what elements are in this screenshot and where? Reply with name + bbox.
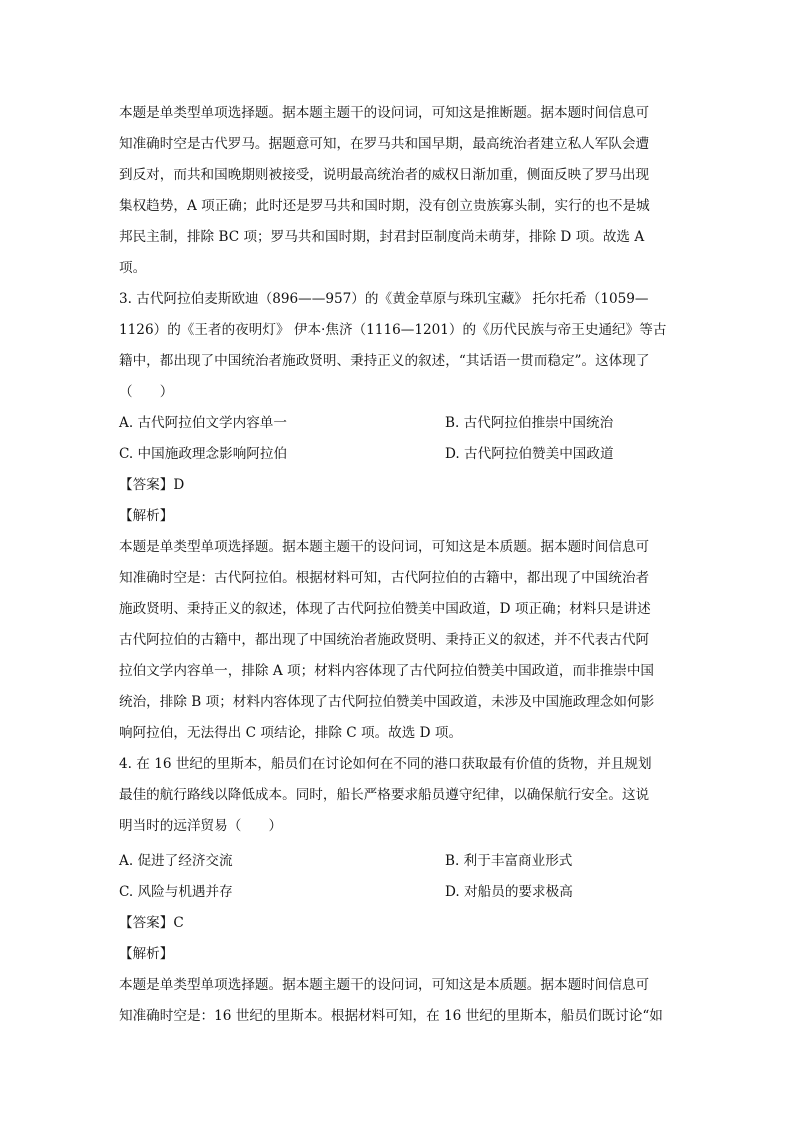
question-4-analysis-line: 本题是单类型单项选择题。据本题主题干的设问词，可知这是本质题。据本题时间信息可: [119, 977, 650, 993]
question-3-option-c: C. 中国施政理念影响阿拉伯: [119, 446, 288, 462]
question-3-option-d: D. 古代阿拉伯赞美中国政道: [445, 446, 614, 462]
analysis-line: 项。: [119, 260, 147, 276]
analysis-line: 到反对，而共和国晚期则被接受，说明最高统治者的威权日渐加重，侧面反映了罗马出现: [119, 167, 650, 183]
question-4-analysis-line: 知准确时空是：16 世纪的里斯本。根据材料可知，在 16 世纪的里斯本，船员们既讨论“如: [119, 1008, 663, 1024]
question-3-analysis-line: 统治，排除 B 项；材料内容体现了古代阿拉伯赞美中国政道，未涉及中国施政理念如何影: [119, 694, 655, 710]
question-3-analysis-line: 知准确时空是：古代阿拉伯。根据材料可知，古代阿拉伯的古籍中，都出现了中国统治者: [119, 570, 650, 586]
question-4-option-c: C. 风险与机遇并存: [119, 884, 233, 900]
question-3-analysis-line: 本题是单类型单项选择题。据本题主题干的设问词，可知这是本质题。据本题时间信息可: [119, 539, 650, 555]
question-3-option-b: B. 古代阿拉伯推崇中国统治: [445, 415, 614, 431]
question-4-option-d: D. 对船员的要求极高: [445, 884, 573, 900]
question-3-stem-line: 3. 古代阿拉伯麦斯欧迪（896——957）的《黄金草原与珠玑宝藏》 托尔托希（1059—: [119, 291, 649, 307]
question-3-analysis-line: 古代阿拉伯的古籍中，都出现了中国统治者施政贤明、秉持正义的叙述，并不代表古代阿: [119, 632, 650, 648]
analysis-line: 集权趋势，A 项正确；此时还是罗马共和国时期，没有创立贵族寡头制，实行的也不是城: [119, 198, 650, 214]
question-3-option-a: A. 古代阿拉伯文学内容单一: [119, 415, 287, 431]
analysis-line: 本题是单类型单项选择题。据本题主题干的设问词，可知这是推断题。据本题时间信息可: [119, 105, 650, 121]
question-3-analysis-line: 施政贤明、秉持正义的叙述，体现了古代阿拉伯赞美中国政道，D 项正确；材料只是讲述: [119, 601, 651, 617]
question-3-analysis-label: 【解析】: [119, 508, 174, 524]
question-4-answer: 【答案】C: [119, 915, 184, 931]
analysis-line: 邦民主制，排除 BC 项；罗马共和国时期，封君封臣制度尚未萌芽，排除 D 项。故选 A: [119, 229, 645, 245]
question-4-analysis-label: 【解析】: [119, 946, 174, 962]
question-3-stem-line: （ ）: [119, 384, 174, 400]
question-4-stem-line: 最佳的航行路线以降低成本。同时，船长严格要求船员遵守纪律，以确保航行安全。这说: [119, 787, 650, 803]
question-3-stem-line: 1126）的《王者的夜明灯》 伊本·焦济（1116—1201）的《历代民族与帝王史通纪》等古: [119, 322, 667, 338]
question-4-option-a: A. 促进了经济交流: [119, 853, 233, 869]
question-4-stem-line: 明当时的远洋贸易（ ）: [119, 818, 283, 834]
question-3-analysis-line: 响阿拉伯，无法得出 C 项结论，排除 C 项。故选 D 项。: [119, 725, 463, 741]
question-3-stem-line: 籍中，都出现了中国统治者施政贤明、秉持正义的叙述，“其话语一贯而稳定”。这体现了: [119, 353, 650, 369]
question-3-answer: 【答案】D: [119, 477, 185, 493]
question-3-analysis-line: 拉伯文学内容单一，排除 A 项；材料内容体现了古代阿拉伯赞美中国政道，而非推崇中国: [119, 663, 655, 679]
analysis-line: 知准确时空是古代罗马。据题意可知，在罗马共和国早期，最高统治者建立私人军队会遭: [119, 136, 650, 152]
question-4-stem-line: 4. 在 16 世纪的里斯本，船员们在讨论如何在不同的港口获取最有价值的货物，并且规划: [119, 756, 652, 772]
question-4-option-b: B. 利于丰富商业形式: [445, 853, 573, 869]
